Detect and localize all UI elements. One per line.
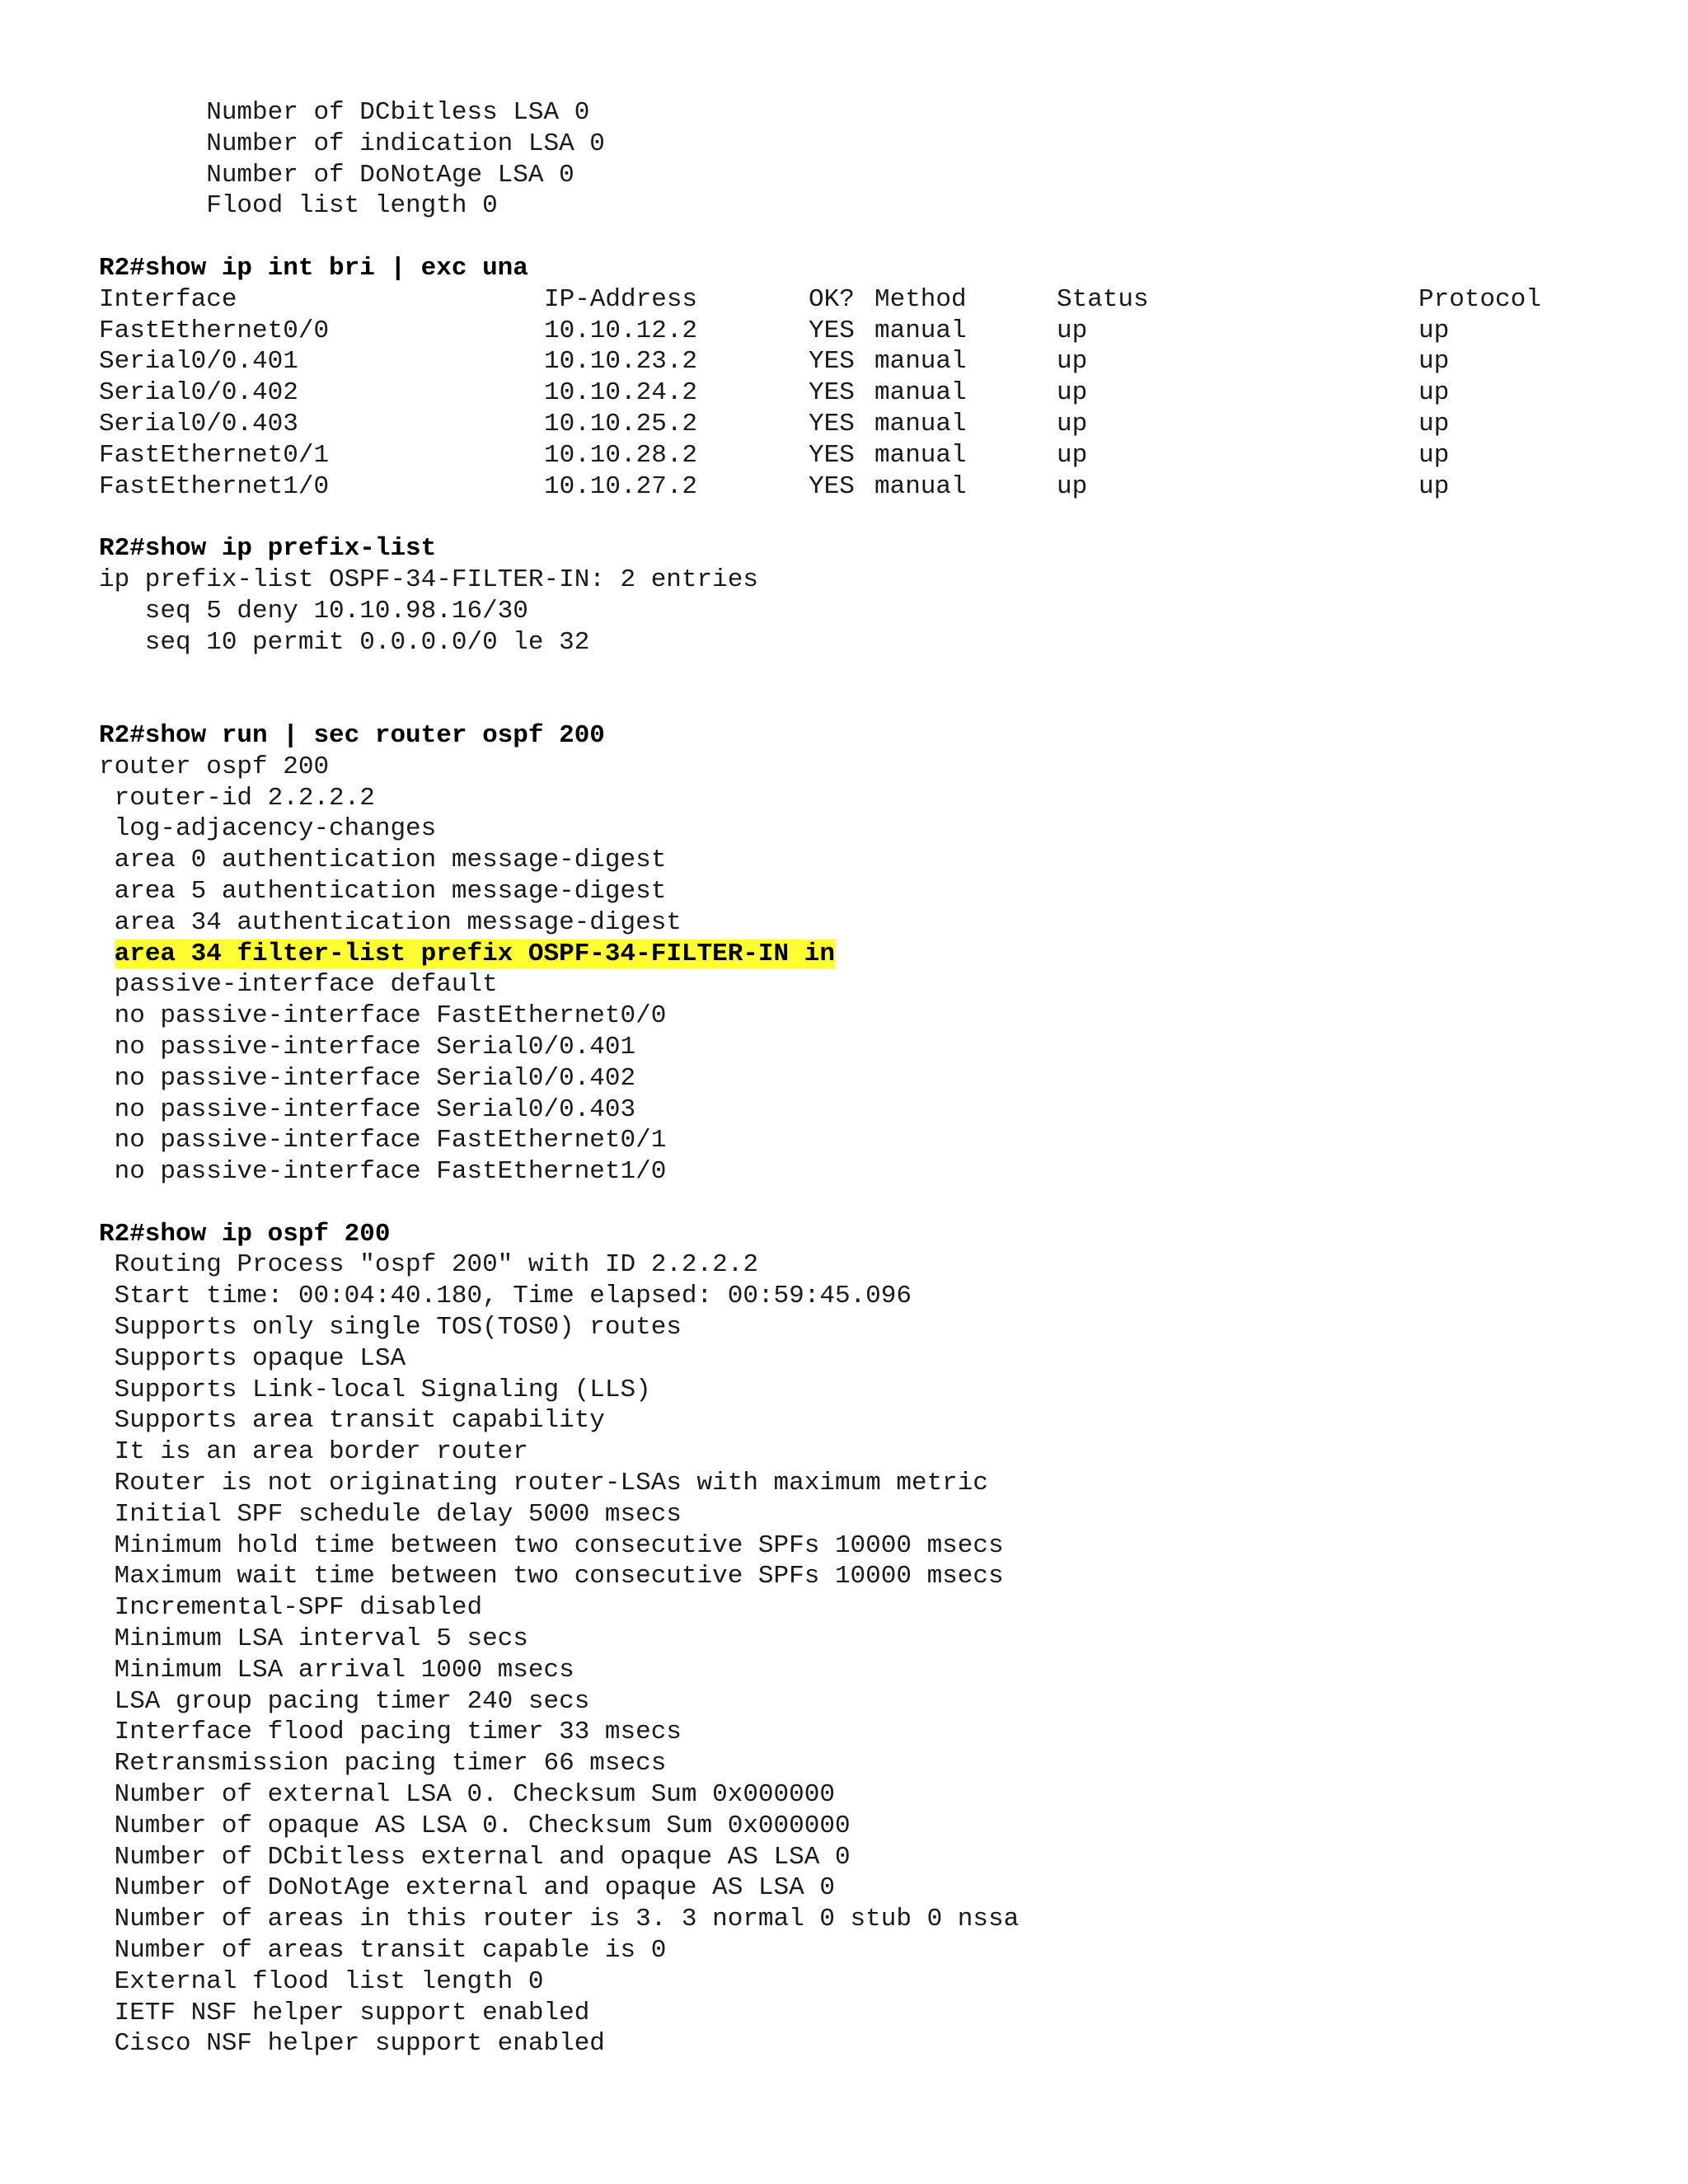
output-line: Supports Link-local Signaling (LLS) [99, 1375, 651, 1404]
output-line: seq 5 deny 10.10.98.16/30 [99, 596, 528, 626]
ospf-config-block [99, 752, 1632, 1188]
table-cell: YES [809, 471, 855, 501]
config-line: no passive-interface FastEthernet0/1 [99, 1126, 667, 1155]
table-cell: up [1057, 471, 1088, 501]
spacer [99, 658, 1632, 720]
table-cell: FastEthernet1/0 [99, 471, 330, 501]
table-cell: 10.10.12.2 [544, 316, 698, 345]
output-line: Number of areas transit capable is 0 [99, 1936, 667, 1966]
column-header: IP-Address [544, 284, 698, 314]
output-line: Number of opaque AS LSA 0. Checksum Sum 0x000000 [99, 1811, 851, 1840]
output-line: Interface flood pacing timer 33 msecs [99, 1718, 682, 1747]
prefix-list-block [99, 565, 1632, 658]
output-line: Number of DoNotAge LSA 0 [99, 160, 574, 190]
table-cell: up [1057, 378, 1088, 408]
table-cell: 10.10.25.2 [544, 409, 698, 438]
config-line: log-adjacency-changes [99, 814, 437, 844]
table-cell: up [1057, 347, 1088, 377]
table-cell: 10.10.23.2 [544, 347, 698, 377]
table-cell: manual [874, 316, 967, 345]
table-row [99, 316, 1632, 347]
table-cell: YES [809, 378, 855, 408]
command-line: R2#show run | sec router ospf 200 [99, 720, 605, 750]
table-cell: up [1418, 378, 1450, 408]
table-header [99, 284, 1632, 316]
output-line: Retransmission pacing timer 66 msecs [99, 1749, 667, 1779]
table-cell: up [1057, 440, 1088, 470]
column-header: OK? [809, 284, 855, 314]
output-line: Supports opaque LSA [99, 1343, 406, 1373]
table-cell: up [1418, 440, 1450, 470]
table-cell: FastEthernet0/0 [99, 316, 330, 345]
output-line: It is an area border router [99, 1437, 528, 1467]
table-cell: up [1057, 409, 1088, 438]
table-cell: manual [874, 440, 967, 470]
highlighted-config: area 34 filter-list prefix OSPF-34-FILTER-IN in [114, 939, 835, 968]
table-cell: 10.10.27.2 [544, 471, 698, 501]
intro-block [99, 97, 1632, 222]
column-header: Interface [99, 284, 237, 314]
command-line: R2#show ip int bri | exc una [99, 253, 528, 283]
table-cell: manual [874, 471, 967, 501]
output-line: Cisco NSF helper support enabled [99, 2029, 605, 2059]
terminal-output-page [99, 97, 1632, 2060]
output-line: Supports only single TOS(TOS0) routes [99, 1313, 682, 1343]
output-line: Router is not originating router-LSAs with maximum metric [99, 1469, 988, 1498]
table-cell: FastEthernet0/1 [99, 440, 330, 470]
output-line: Number of areas in this router is 3. 3 normal 0 stub 0 nssa [99, 1905, 1020, 1934]
output-line: LSA group pacing timer 240 secs [99, 1686, 590, 1716]
output-line: seq 10 permit 0.0.0.0/0 le 32 [99, 627, 590, 657]
table-cell: YES [809, 409, 855, 438]
table-cell: up [1057, 316, 1088, 345]
output-line: Number of DoNotAge external and opaque AS LSA 0 [99, 1873, 835, 1903]
config-line: no passive-interface FastEthernet0/0 [99, 1001, 667, 1031]
config-line: passive-interface default [99, 970, 498, 1000]
command-line: R2#show ip prefix-list [99, 534, 437, 564]
table-cell: manual [874, 347, 967, 377]
table-cell: Serial0/0.402 [99, 378, 298, 408]
table-cell: up [1418, 316, 1450, 345]
config-line: no passive-interface FastEthernet1/0 [99, 1157, 667, 1187]
interface-table [99, 284, 1632, 503]
config-line: area 34 authentication message-digest [99, 907, 682, 937]
spacer [99, 502, 1632, 533]
column-header: Status [1057, 284, 1149, 314]
table-cell: YES [809, 347, 855, 377]
table-cell: YES [809, 316, 855, 345]
config-line: router ospf 200 [99, 752, 330, 781]
table-cell: YES [809, 440, 855, 470]
table-row [99, 409, 1632, 440]
config-line: no passive-interface Serial0/0.401 [99, 1032, 636, 1062]
output-line: ip prefix-list OSPF-34-FILTER-IN: 2 entries [99, 565, 758, 594]
table-cell: up [1418, 409, 1450, 438]
config-line: area 0 authentication message-digest [99, 846, 667, 875]
table-row [99, 346, 1632, 377]
output-line: Number of DCbitless LSA 0 [99, 98, 590, 127]
output-line: Initial SPF schedule delay 5000 msecs [99, 1499, 682, 1529]
output-line: Minimum hold time between two consecutive SPFs 10000 msecs [99, 1530, 1004, 1560]
output-line: Flood list length 0 [99, 191, 498, 221]
output-line: Supports area transit capability [99, 1406, 605, 1436]
ospf-status-block [99, 1249, 1632, 2060]
table-cell: manual [874, 409, 967, 438]
command-line: R2#show ip ospf 200 [99, 1219, 391, 1249]
table-cell: up [1418, 347, 1450, 377]
output-line: Number of external LSA 0. Checksum Sum 0x000000 [99, 1780, 835, 1810]
output-line: IETF NSF helper support enabled [99, 1998, 590, 2027]
table-cell: Serial0/0.401 [99, 347, 298, 377]
table-row [99, 471, 1632, 503]
table-row [99, 440, 1632, 471]
config-line-highlighted [99, 939, 1632, 970]
output-line: Minimum LSA interval 5 secs [99, 1624, 528, 1654]
spacer [99, 1188, 1632, 1219]
output-line: Minimum LSA arrival 1000 msecs [99, 1655, 574, 1685]
table-row [99, 377, 1632, 409]
table-cell: Serial0/0.403 [99, 409, 298, 438]
config-line: no passive-interface Serial0/0.403 [99, 1094, 636, 1124]
output-line: Number of DCbitless external and opaque AS LSA 0 [99, 1842, 851, 1872]
config-line: router-id 2.2.2.2 [99, 783, 375, 813]
table-cell: 10.10.28.2 [544, 440, 698, 470]
table-cell: up [1418, 471, 1450, 501]
output-line: Routing Process "ospf 200" with ID 2.2.2.2 [99, 1250, 758, 1280]
output-line: Maximum wait time between two consecutive SPFs 10000 msecs [99, 1562, 1004, 1591]
table-cell: manual [874, 378, 967, 408]
table-cell: 10.10.24.2 [544, 378, 698, 408]
output-line: Incremental-SPF disabled [99, 1593, 483, 1623]
output-line: Start time: 00:04:40.180, Time elapsed: 00:59:45.096 [99, 1282, 912, 1311]
column-header: Method [874, 284, 967, 314]
config-line: area 5 authentication message-digest [99, 876, 667, 906]
spacer [99, 222, 1632, 253]
output-line: Number of indication LSA 0 [99, 129, 605, 158]
output-line: External flood list length 0 [99, 1966, 544, 1996]
config-line: no passive-interface Serial0/0.402 [99, 1063, 636, 1093]
column-header: Protocol [1418, 284, 1541, 314]
